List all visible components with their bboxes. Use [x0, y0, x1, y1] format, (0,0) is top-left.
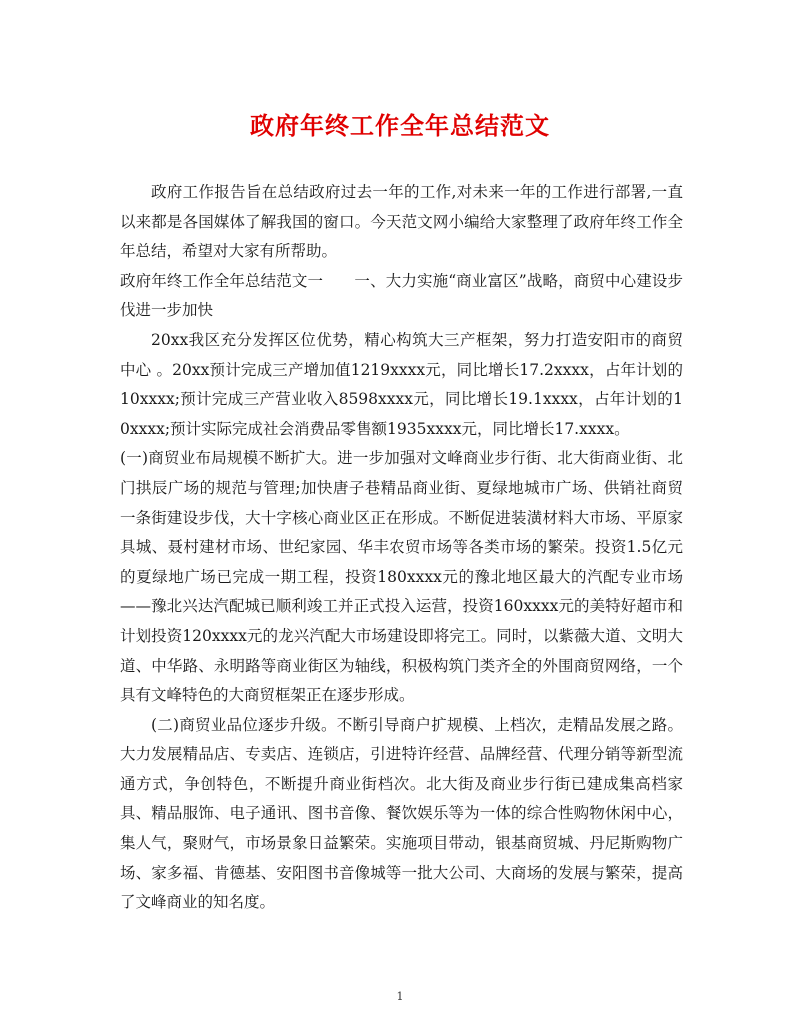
page-number: 1	[396, 990, 404, 1003]
statistics-paragraph: 20xx我区充分发挥区位优势，精心构筑大三产框架，努力打造安阳市的商贸中心 。20xx预计完成三产增加值1219xxxx元，同比增长17.2xxxx，占年计划的10xxxx;预计完成三产营业收入8598xxxx元，同比增长19.1xxxx，占年计划的10xxxx;预计实际完成社会消费品零售额1935xxxx元，同比增长17.xxxx。	[120, 330, 683, 438]
intro-paragraph: 政府工作报告旨在总结政府过去一年的工作,对未来一年的工作进行部署,一直以来都是各国媒体了解我国的窗口。今天范文网小编给大家整理了政府年终工作全年总结，希望对大家有所帮助。	[120, 183, 683, 261]
document-body	[120, 178, 683, 918]
commerce-scale-paragraph: (一)商贸业布局规模不断扩大。进一步加强对文峰商业步行街、北大街商业街、北门拱辰广场的规范与管理;加快唐子巷精品商业街、夏绿地城市广场、供销社商贸一条街建设步伐，大十字核心商业区正在形成。不断促进装潢材料大市场、平原家具城、聂村建材市场、世纪家园、华丰农贸市场等各类市场的繁荣。投资1.5亿元的夏绿地广场已完成一期工程，投资180xxxx元的豫北地区最大的汽配专业市场——豫北兴达汽配城已顺利竣工并正式投入运营，投资160xxxx元的美特好超市和计划投资120xxxx元的龙兴汽配大市场建设即将完工。同时，以紫薇大道、文明大道、中华路、永明路等商业街区为轴线，积极构筑门类齐全的外围商贸网络，一个具有文峰特色的大商贸框架正在逐步形成。	[120, 449, 683, 705]
document-title: 政府年终工作全年总结范文	[250, 111, 550, 140]
commerce-quality-paragraph: (二)商贸业品位逐步升级。不断引导商户扩规模、上档次，走精品发展之路。大力发展精品店、专卖店、连锁店，引进特许经营、品牌经营、代理分销等新型流通方式，争创特色，不断提升商业街档次。北大街及商业步行街已建成集高档家具、精品服饰、电子通讯、图书音像、餐饮娱乐等为一体的综合性购物休闲中心，集人气，聚财气，市场景象日益繁荣。实施项目带动，银基商贸城、丹尼斯购物广场、家多福、肯德基、安阳图书音像城等一批大公司、大商场的发展与繁荣，提高了文峰商业的知名度。	[120, 715, 683, 912]
section-heading-paragraph: 政府年终工作全年总结范文一 一、大力实施“商业富区”战略，商贸中心建设步伐进一步加快	[120, 271, 683, 320]
